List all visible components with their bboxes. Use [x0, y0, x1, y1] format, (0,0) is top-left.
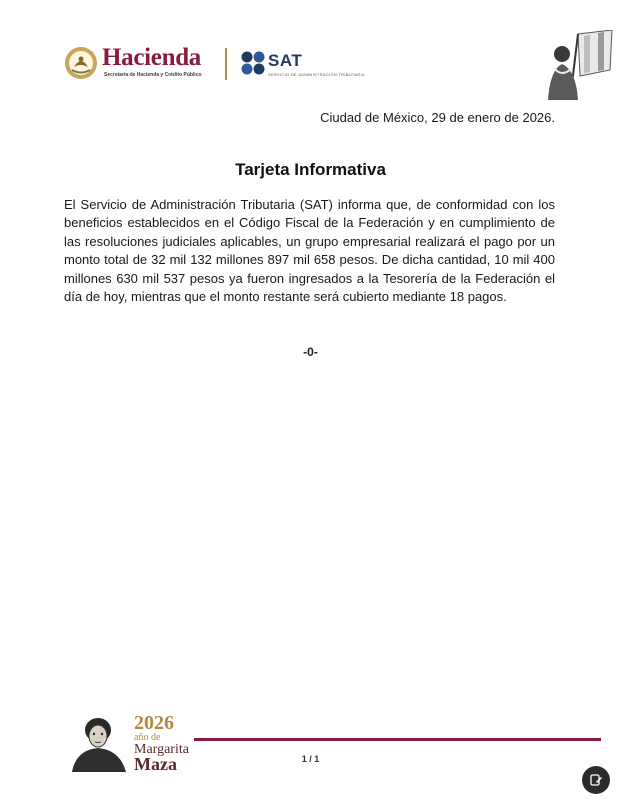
- sat-logo-icon: [240, 50, 266, 76]
- footer-rule: [194, 738, 601, 741]
- hacienda-subtitle: Secretaría de Hacienda y Crédito Público: [104, 72, 202, 78]
- header-logos: [64, 44, 364, 84]
- edit-fab-button[interactable]: [582, 766, 610, 794]
- document-body: El Servicio de Administración Tributaria (SAT) informa que, de conformidad con los beneficios establecidos en el Código Fiscal de la Federación y en cumplimiento de las resoluciones judiciales aplicables, un grupo empresarial realizará el pago por un monto total de 32 mil 132 millones 897 mil 658 pesos. De dicha cantidad, 10 mil 400 millones 630 mil 537 pesos ya fueron ingresados a la Tesorería de la Federación el día de hoy, mientras que el monto restante será cubierto mediante 18 pagos.: [64, 197, 555, 305]
- footer-year-caption: año de: [134, 732, 161, 743]
- footer-name-first: Margarita: [134, 742, 189, 757]
- logo-divider: [225, 48, 227, 80]
- page-indicator: 1 / 1: [301, 754, 320, 764]
- sat-subtitle: SERVICIO DE ADMINISTRACIÓN TRIBUTARIA: [268, 72, 365, 77]
- hacienda-logo-text: Hacienda: [102, 44, 201, 71]
- heroine-with-flag-emblem: [540, 30, 616, 102]
- mexico-seal-icon: [64, 46, 98, 80]
- footer-name-last: Maza: [134, 754, 177, 774]
- document-title: Tarjeta Informativa: [235, 160, 386, 179]
- document-date: Ciudad de México, 29 de enero de 2026.: [320, 110, 555, 125]
- end-mark: -0-: [303, 345, 318, 359]
- sat-logo-text: SAT: [268, 51, 303, 70]
- footer-year: 2026: [134, 712, 174, 734]
- edit-fab-icon: [589, 773, 603, 787]
